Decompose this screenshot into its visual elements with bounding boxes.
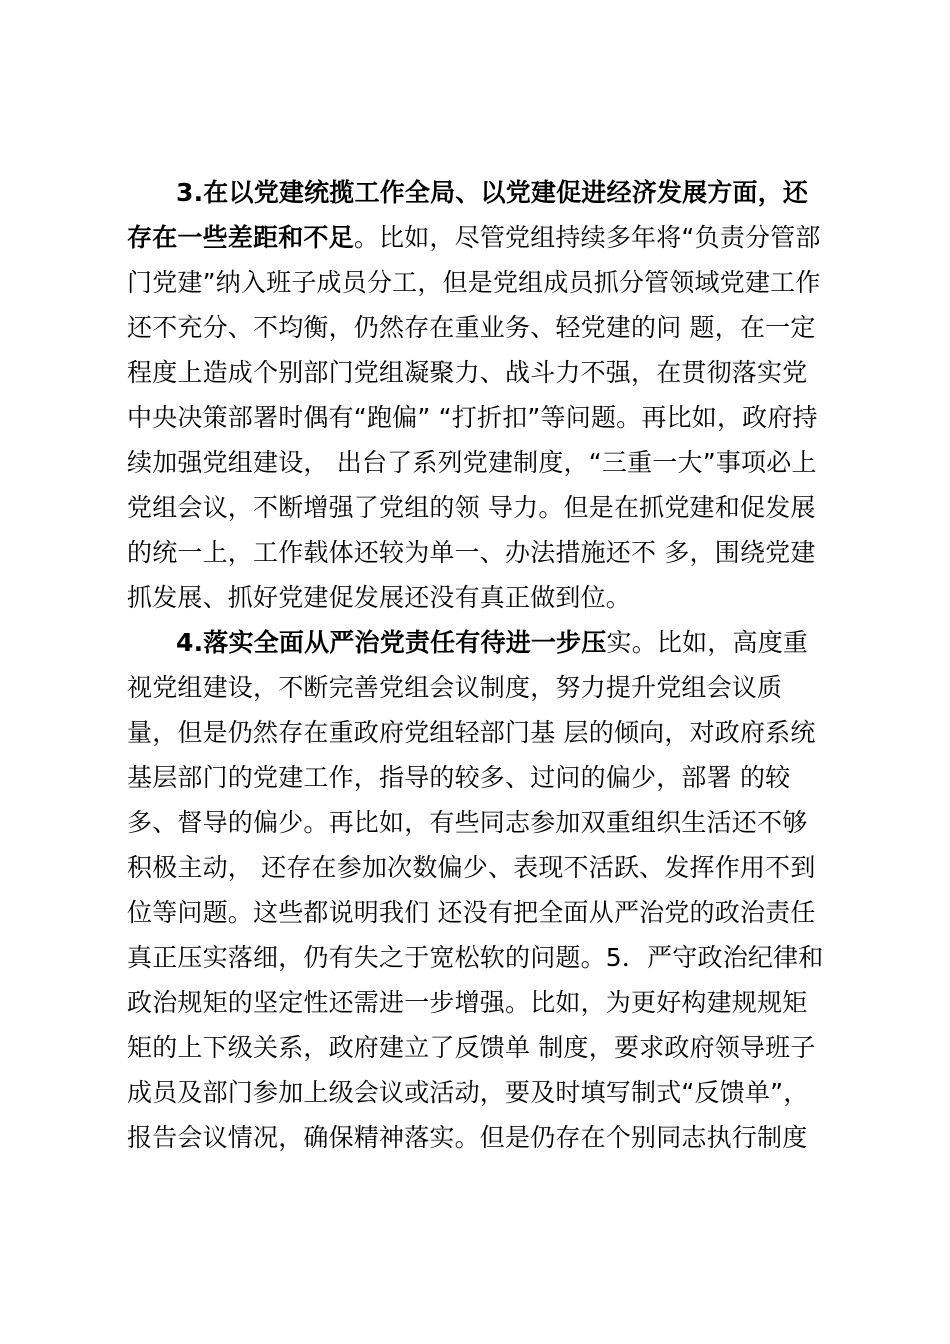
paragraph-3-heading: 3.在以党建统揽工作全局、以党建促进经济发展方面，还 [176, 178, 809, 207]
paragraph-4-heading-line [176, 621, 896, 665]
paragraph-3-line [127, 216, 847, 260]
paragraph-3-line: 门党建”纳入班子成员分工，但是党组成员抓分管领域党建工作 [127, 268, 821, 297]
paragraph-4-line: 基层部门的党建工作，指导的较多、过问的偏少，部署 的较 [127, 763, 791, 792]
paragraph-3-line: 抓发展、抓好党建促发展还没有真正做到位。 [127, 583, 632, 612]
paragraph-4-heading: 4.落实全面从严治党责任有待进一步压 [176, 628, 607, 657]
paragraph-4-line: 真正压实落细，仍有失之于宽松软的问题。5．严守政治纪律和 [127, 943, 824, 972]
paragraph-4-line: 报告会议情况，确保精神落实。但是仍存在个别同志执行制度 [127, 1123, 808, 1152]
paragraph-4-line: 量，但是仍然存在重政府党组轻部门基 层的倾向，对政府系统 [127, 718, 816, 747]
paragraph-3-line: 中央决策部署时偶有“跑偏” “打折扣”等问题。再比如，政府持 [127, 403, 818, 432]
paragraph-4-text: 实。比如，高度重 [606, 628, 809, 657]
paragraph-3-line: 续加强党组建设， 出台了系列党建制度，“三重一大”事项必上 [127, 448, 817, 477]
paragraph-3-text: 。比如，尽管党组持续多年将“负责分管部 [353, 223, 821, 252]
paragraph-4-line: 多、督导的偏少。再比如，有些同志参加双重组织生活还不够 [127, 808, 808, 837]
paragraph-3-line: 还不充分、不均衡，仍然存在重业务、轻党建的问 题，在一定 [127, 313, 816, 342]
paragraph-4-line: 矩的上下级关系，政府建立了反馈单 制度，要求政府领导班子 [127, 1033, 816, 1062]
paragraph-3-heading-continued: 存在一些差距和不足 [127, 223, 354, 252]
paragraph-3-line: 党组会议，不断增强了党组的领 导力。但是在抓党建和促发展 [127, 493, 816, 522]
paragraph-4-line: 视党组建设，不断完善党组会议制度，努力提升党组会议质 [127, 673, 783, 702]
paragraph-4-line: 位等问题。这些都说明我们 还没有把全面从严治党的政治责任 [127, 898, 816, 927]
paragraph-3-line: 程度上造成个别部门党组凝聚力、战斗力不强，在贯彻落实党 [127, 358, 808, 387]
paragraph-4-line: 政治规矩的坚定性还需进一步增强。比如，为更好构建规规矩 [127, 988, 808, 1017]
paragraph-4-line: 积极主动， 还存在参加次数偏少、表现不活跃、发挥作用不到 [127, 853, 816, 882]
paragraph-4-line: 成员及部门参加上级会议或活动，要及时填写制式“反馈单”， [127, 1078, 809, 1107]
paragraph-3-line: 的统一上，工作载体还较为单一、办法措施还不 多，围绕党建 [127, 538, 816, 567]
